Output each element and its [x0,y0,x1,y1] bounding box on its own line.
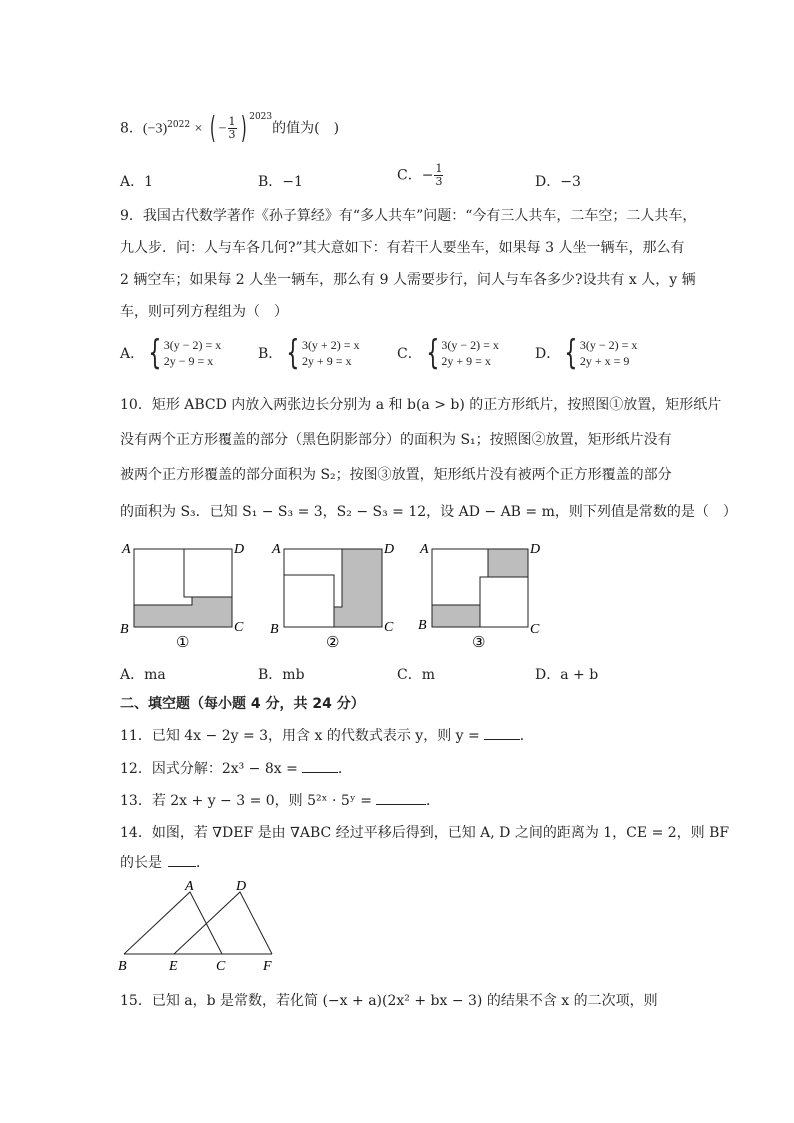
q8-exp2: 2023 [249,112,273,122]
q8-neg: − [218,121,227,137]
label-e: E [169,959,178,974]
fig1-square-b [184,549,232,597]
q10-figures [118,535,558,653]
label-c: C [216,959,226,974]
q8-number: 8． [120,120,143,137]
q8-times: × [194,121,203,137]
fig3-label-d: D [530,542,541,557]
fig1-label-d: D [234,542,245,557]
q15: 15．已知 a，b 是常数，若化简 (−x + a)(2x² + bx − 3) 的结果不含 x 的二次项，则 [120,993,658,1009]
label-b: B [118,959,127,974]
q12: 12．因式分解：2x³ − 8x = ． [120,761,352,777]
q13-blank[interactable] [376,792,426,805]
q13: 13．若 2x + y − 3 = 0，则 5²ˣ · 5ʸ = ． [120,793,440,809]
q11-blank[interactable] [484,727,520,740]
fig2-square-b-front [284,575,334,627]
q9-option-d: D． { 3(y − 2) = x 2y + x = 9 [535,333,638,373]
q10-line1: 10．矩形 ABCD 内放入两张边长分别为 a 和 b(a > b) 的正方形纸片，按照图①放置，矩形纸片 [120,397,722,413]
q12-blank[interactable] [302,760,338,773]
q8-tail: 的值为( ) [272,120,340,137]
label-f: F [263,959,272,974]
q9-option-a: A． { 3(y − 2) = x 2y − 9 = x [120,333,222,373]
q9-option-c: C． { 3(y − 2) = x 2y + 9 = x [397,333,499,373]
fig2-caption: ② [326,635,340,651]
q10-option-c: C．m [397,667,435,683]
q8-fraction: $\frac{1}{3}$ [228,115,236,142]
q14-line2: 的长是 ． [120,855,210,871]
section-2-heading: 二、填空题（每小题 4 分，共 24 分） [120,696,365,712]
fig3-label-c: C [530,622,540,637]
fig3-square-b [480,577,528,627]
figure-1 [120,542,244,651]
q8-option-b: B．−1 [258,174,303,190]
q14-line1: 14．如图，若 ∇DEF 是由 ∇ABC 经过平移后得到，已知 A, D 之间的距离为 1，CE = 2，则 BF [120,825,730,841]
fig1-label-c: C [234,620,244,635]
fig2-label-a: A [272,542,281,557]
fig1-square-a [134,549,192,605]
fig3-caption: ③ [472,635,486,651]
q14-figure [112,878,292,974]
fig1-label-a: A [122,542,131,557]
q10-option-a: A．ma [120,667,166,683]
q8-stem: 8．$(-3)^{2022}$ × ( − $\frac{1}{3}$ ) $^{2023}$的值为( ) [120,110,340,146]
fig3-label-a: A [420,542,429,557]
label-a: A [185,879,194,894]
q10-line4: 的面积为 S₃．已知 S₁ − S₃ = 3，S₂ − S₃ = 12，设 AD − AB = m，则下列值是常数的是（ ） [120,504,737,520]
label-d: D [236,879,247,894]
q10-option-b: B．mb [258,667,305,683]
q8-exp1: 2022 [167,120,191,130]
q8-base: (−3) [142,121,168,137]
fig1-label-b: B [120,622,129,637]
q9-line4: 车，则可列方程组为（ ） [120,304,288,320]
q9-line1: 9．我国古代数学著作《孙子算经》有“多人共车”问题：“今有三人共车，二车空；二人共车， [120,208,697,224]
q10-option-d: D．a + b [535,667,599,683]
q10-line2: 没有两个正方形覆盖的部分（黑色阴影部分）的面积为 S₁；按照图②放置，矩形纸片没有 [120,432,672,448]
figure-3 [418,542,540,651]
q8-option-d: D．−3 [535,174,581,190]
fig1-caption: ① [176,635,190,651]
q9-option-b: B． { 3(y + 2) = x 2y + 9 = x [258,333,360,373]
figure-2 [270,542,394,651]
fig2-label-b: B [270,622,279,637]
fig3-shade-top [488,549,528,577]
q9-line3: 2 辆空车；如果每 2 人坐一辆车，那么有 9 人需要步行，问人与车各多少?设共有 x 人，y 辆 [120,272,696,288]
q8-option-c: C．− $\frac{1}{3}$ [397,162,443,188]
fig2-label-c: C [384,620,394,635]
q9-line2: 九人步．问：人与车各几何?”其大意如下：有若干人要坐车，如果每 3 人坐一辆车，那么有 [120,240,685,256]
fig3-shade-bottom [432,605,480,627]
q8-option-a: A．1 [120,174,154,190]
fig2-label-d: D [384,542,395,557]
fig3-label-b: B [418,618,427,633]
q14-blank[interactable] [168,854,196,867]
q10-line3: 被两个正方形覆盖的部分面积为 S₂；按图③放置，矩形纸片没有被两个正方形覆盖的部分 [120,467,672,483]
triangle-def [174,892,272,954]
q11: 11．已知 4x − 2y = 3，用含 x 的代数式表示 y，则 y = ． [120,728,534,744]
